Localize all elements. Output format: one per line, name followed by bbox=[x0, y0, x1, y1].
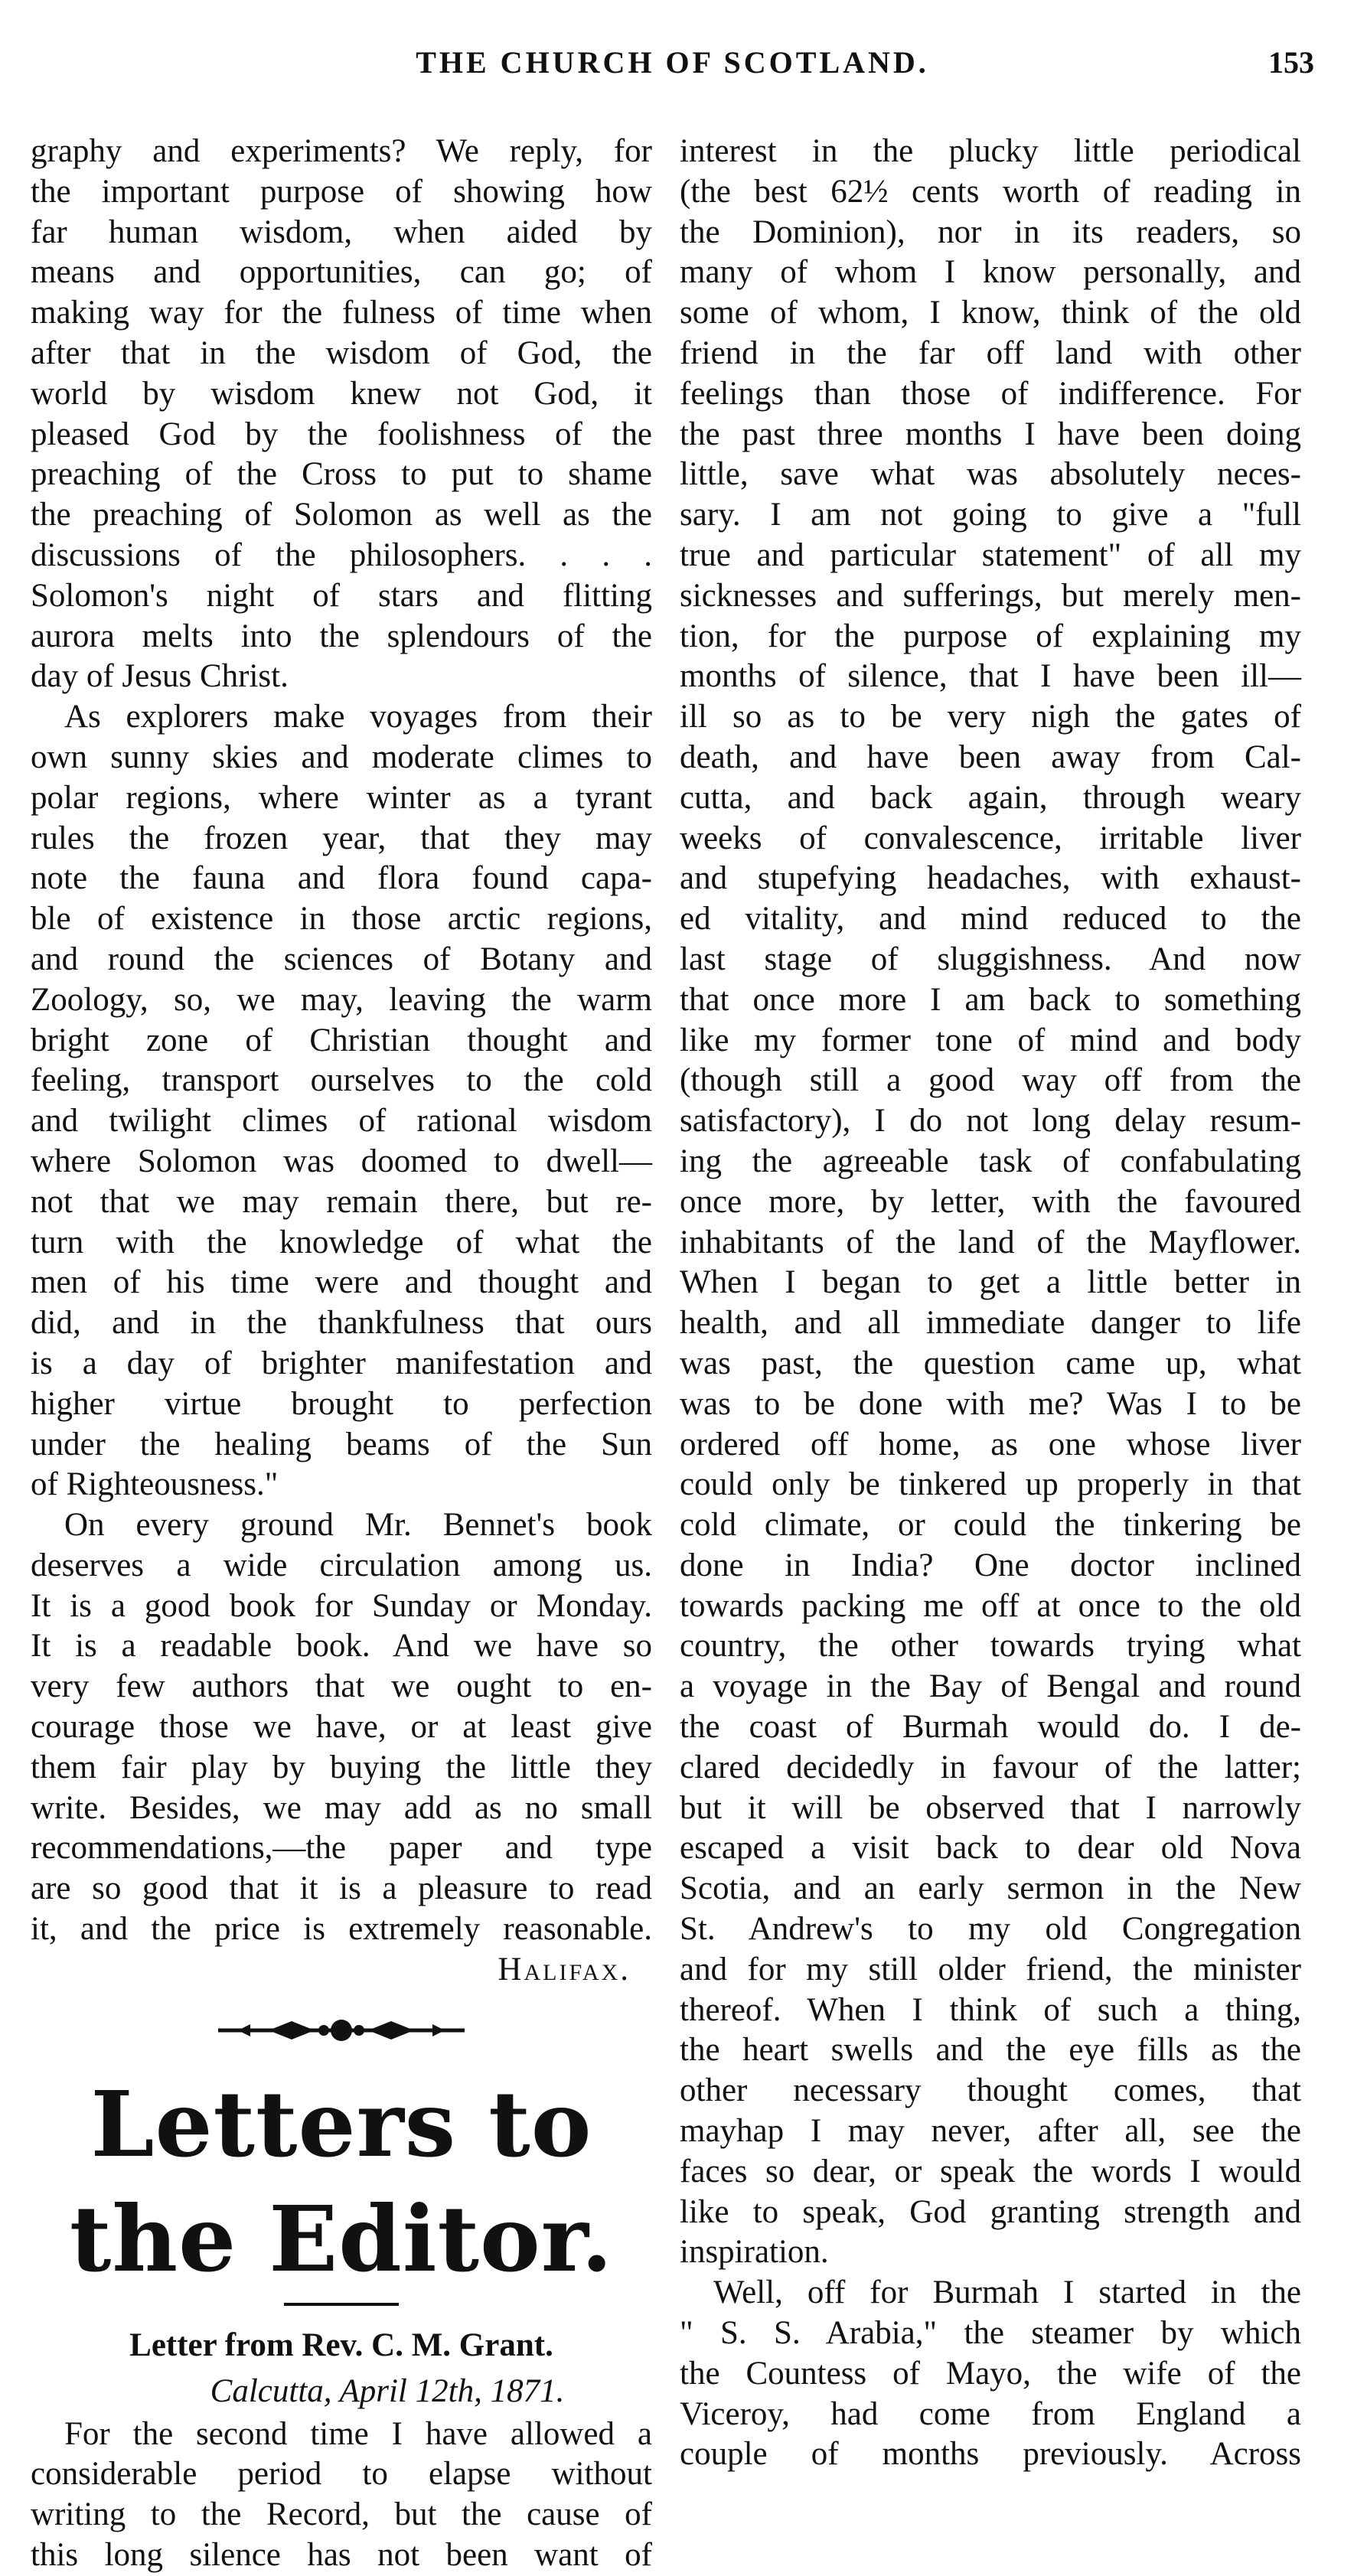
letter-title: Letter from Rev. C. M. Grant. bbox=[129, 2327, 553, 2363]
text-line: thereof. When I think of such a thing, bbox=[680, 1991, 1301, 2028]
text-line: writing to the Record, but the cause of bbox=[31, 2496, 652, 2533]
text-line: sicknesses and sufferings, but merely men- bbox=[680, 577, 1301, 614]
text-line: inspiration. bbox=[680, 2234, 829, 2271]
text-line: and round the sciences of Botany and bbox=[31, 941, 652, 977]
text-line: last stage of sluggishness. And now bbox=[680, 941, 1301, 977]
text-line: clared decidedly in favour of the latter; bbox=[680, 1749, 1301, 1785]
text-line: of Righteousness." bbox=[31, 1466, 279, 1503]
running-title: THE CHURCH OF SCOTLAND. bbox=[416, 45, 929, 80]
text-line: where Solomon was doomed to dwell— bbox=[31, 1143, 652, 1179]
text-line: it, and the price is extremely reasonable. bbox=[31, 1911, 652, 1948]
text-line: tion, for the purpose of explaining my bbox=[680, 618, 1301, 654]
text-line: country, the other towards trying what bbox=[680, 1628, 1301, 1665]
text-line: men of his time were and thought and bbox=[31, 1264, 652, 1301]
text-line: " S. S. Arabia," the steamer by which bbox=[680, 2315, 1301, 2352]
text-line: could only be tinkered up properly in that bbox=[680, 1466, 1301, 1503]
text-line: When I began to get a little better in bbox=[680, 1264, 1301, 1301]
text-line: and twilight climes of rational wisdom bbox=[31, 1103, 652, 1140]
text-line: courage those we have, or at least give bbox=[31, 1709, 652, 1746]
text-line: note the fauna and flora found capa- bbox=[31, 860, 652, 897]
text-line: world by wisdom knew not God, it bbox=[31, 375, 652, 412]
paragraph-start-line: On every ground Mr. Bennet's book bbox=[64, 1507, 652, 1544]
text-line: Zoology, so, we may, leaving the warm bbox=[31, 981, 652, 1018]
text-line: was to be done with me? Was I to be bbox=[680, 1385, 1301, 1422]
page-number: 153 bbox=[1268, 45, 1314, 80]
text-line: own sunny skies and moderate climes to bbox=[31, 739, 652, 775]
text-line: under the healing beams of the Sun bbox=[31, 1426, 652, 1462]
text-line: like my former tone of mind and body bbox=[680, 1022, 1301, 1058]
paragraph-start-line: For the second time I have allowed a bbox=[64, 2415, 652, 2452]
text-line: like to speak, God granting strength and bbox=[680, 2193, 1301, 2230]
text-line: weeks of convalescence, irritable liver bbox=[680, 820, 1301, 856]
paragraph-start-line: As explorers make voyages from their bbox=[64, 699, 652, 735]
text-line: the Countess of Mayo, the wife of the bbox=[680, 2355, 1301, 2392]
text-line: polar regions, where winter as a tyrant bbox=[31, 779, 652, 816]
text-line: bright zone of Christian thought and bbox=[31, 1022, 652, 1058]
text-line: preaching of the Cross to put to shame bbox=[31, 456, 652, 493]
text-line: cutta, and back again, through weary bbox=[680, 779, 1301, 816]
text-line: discussions of the philosophers. . . . bbox=[31, 536, 652, 573]
text-line: them fair play by buying the little they bbox=[31, 1749, 652, 1785]
running-head bbox=[31, 44, 1314, 90]
text-line: ed vitality, and mind reduced to the bbox=[680, 901, 1301, 937]
text-line: graphy and experiments? We reply, for bbox=[31, 133, 652, 169]
text-line: after that in the wisdom of God, the bbox=[31, 334, 652, 371]
text-line: not that we may remain there, but re- bbox=[31, 1183, 652, 1220]
text-line: a voyage in the Bay of Bengal and round bbox=[680, 1668, 1301, 1705]
text-line: It is a readable book. And we have so bbox=[31, 1628, 652, 1665]
text-line: Solomon's night of stars and flitting bbox=[31, 577, 652, 614]
text-line: mayhap I may never, after all, see the bbox=[680, 2113, 1301, 2150]
text-line: towards packing me off at once to the old bbox=[680, 1587, 1301, 1624]
text-line: ing the agreeable task of confabulating bbox=[680, 1143, 1301, 1179]
signature: Halifax. bbox=[498, 1951, 631, 1987]
text-line: ill so as to be very nigh the gates of bbox=[680, 699, 1301, 735]
left-column bbox=[31, 132, 652, 2574]
right-column-text bbox=[680, 132, 1301, 2475]
text-line: little, save what was absolutely neces- bbox=[680, 456, 1301, 493]
text-line: Scotia, and an early sermon in the New bbox=[680, 1870, 1301, 1907]
text-line: ble of existence in those arctic regions, bbox=[31, 901, 652, 937]
text-line: months of silence, that I have been ill— bbox=[680, 658, 1301, 695]
paragraph-start-line: Well, off for Burmah I started in the bbox=[713, 2274, 1301, 2311]
text-line: is a day of brighter manifestation and bbox=[31, 1345, 652, 1381]
left-column-bottom-text bbox=[31, 2415, 652, 2576]
text-line: the important purpose of showing how bbox=[31, 173, 652, 210]
text-line: ordered off home, as one whose liver bbox=[680, 1426, 1301, 1462]
text-line: the past three months I have been doing bbox=[680, 416, 1301, 452]
text-line: many of whom I know personally, and bbox=[680, 254, 1301, 291]
text-line: pleased God by the foolishness of the bbox=[31, 416, 652, 452]
text-line: other necessary thought comes, that bbox=[680, 2072, 1301, 2109]
text-line: aurora melts into the splendours of the bbox=[31, 618, 652, 654]
text-line: faces so dear, or speak the words I would bbox=[680, 2153, 1301, 2190]
letter-dateline: Calcutta, April 12th, 1871. bbox=[210, 2372, 565, 2409]
text-line: considerable period to elapse without bbox=[31, 2456, 652, 2493]
text-line: are so good that it is a pleasure to read bbox=[31, 1870, 652, 1907]
text-line: that once more I am back to something bbox=[680, 981, 1301, 1018]
text-line: turn with the knowledge of what the bbox=[31, 1224, 652, 1260]
ornamental-divider bbox=[215, 2014, 468, 2047]
text-line: feeling, transport ourselves to the cold bbox=[31, 1062, 652, 1099]
text-line: the heart swells and the eye fills as the bbox=[680, 2032, 1301, 2069]
text-line: escaped a visit back to dear old Nova bbox=[680, 1830, 1301, 1867]
text-line: was past, the question came up, what bbox=[680, 1345, 1301, 1381]
text-line: very few authors that we ought to en- bbox=[31, 1668, 652, 1705]
text-line: but it will be observed that I narrowly bbox=[680, 1789, 1301, 1826]
text-line: cold climate, or could the tinkering be bbox=[680, 1507, 1301, 1544]
text-line: health, and all immediate danger to life bbox=[680, 1305, 1301, 1342]
text-line: higher virtue brought to perfection bbox=[31, 1385, 652, 1422]
text-line: rules the frozen year, that they may bbox=[31, 820, 652, 856]
text-line: once more, by letter, with the favoured bbox=[680, 1183, 1301, 1220]
text-line: sary. I am not going to give a "full bbox=[680, 497, 1301, 533]
text-line: satisfactory), I do not long delay resum- bbox=[680, 1103, 1301, 1140]
right-column bbox=[680, 132, 1301, 2473]
section-heading: Letters to the Editor. bbox=[69, 2070, 614, 2292]
text-line: the coast of Burmah would do. I de- bbox=[680, 1709, 1301, 1746]
text-line: feelings than those of indifference. For bbox=[680, 375, 1301, 412]
left-column-top-text bbox=[31, 132, 652, 1991]
text-line: the preaching of Solomon as well as the bbox=[31, 497, 652, 533]
text-line: and for my still older friend, the minister bbox=[680, 1951, 1301, 1987]
text-line: done in India? One doctor inclined bbox=[680, 1547, 1301, 1583]
text-line: far human wisdom, when aided by bbox=[31, 214, 652, 250]
text-line: making way for the fulness of time when bbox=[31, 295, 652, 331]
text-line: recommendations,—the paper and type bbox=[31, 1830, 652, 1867]
text-line: means and opportunities, can go; of bbox=[31, 254, 652, 291]
text-line: St. Andrew's to my old Congregation bbox=[680, 1911, 1301, 1948]
text-line: and stupefying headaches, with exhaust- bbox=[680, 860, 1301, 897]
text-line: It is a good book for Sunday or Monday. bbox=[31, 1587, 652, 1624]
text-line: (the best 62½ cents worth of reading in bbox=[680, 173, 1301, 210]
text-line: deserves a wide circulation among us. bbox=[31, 1547, 652, 1583]
text-line: true and particular statement" of all my bbox=[680, 536, 1301, 573]
text-line: the Dominion), nor in its readers, so bbox=[680, 214, 1301, 250]
text-line: Viceroy, had come from England a bbox=[680, 2395, 1301, 2432]
text-line: inhabitants of the land of the Mayflower. bbox=[680, 1224, 1301, 1260]
text-line: interest in the plucky little periodical bbox=[680, 133, 1301, 169]
text-line: this long silence has not been want of bbox=[31, 2537, 652, 2574]
text-line: day of Jesus Christ. bbox=[31, 658, 289, 695]
text-line: death, and have been away from Cal- bbox=[680, 739, 1301, 775]
text-line: some of whom, I know, think of the old bbox=[680, 295, 1301, 331]
text-line: friend in the far off land with other bbox=[680, 334, 1301, 371]
text-line: did, and in the thankfulness that ours bbox=[31, 1305, 652, 1342]
section-rule bbox=[284, 2303, 399, 2306]
text-line: (though still a good way off from the bbox=[680, 1062, 1301, 1099]
text-line: write. Besides, we may add as no small bbox=[31, 1789, 652, 1826]
text-line: couple of months previously. Across bbox=[680, 2436, 1301, 2473]
